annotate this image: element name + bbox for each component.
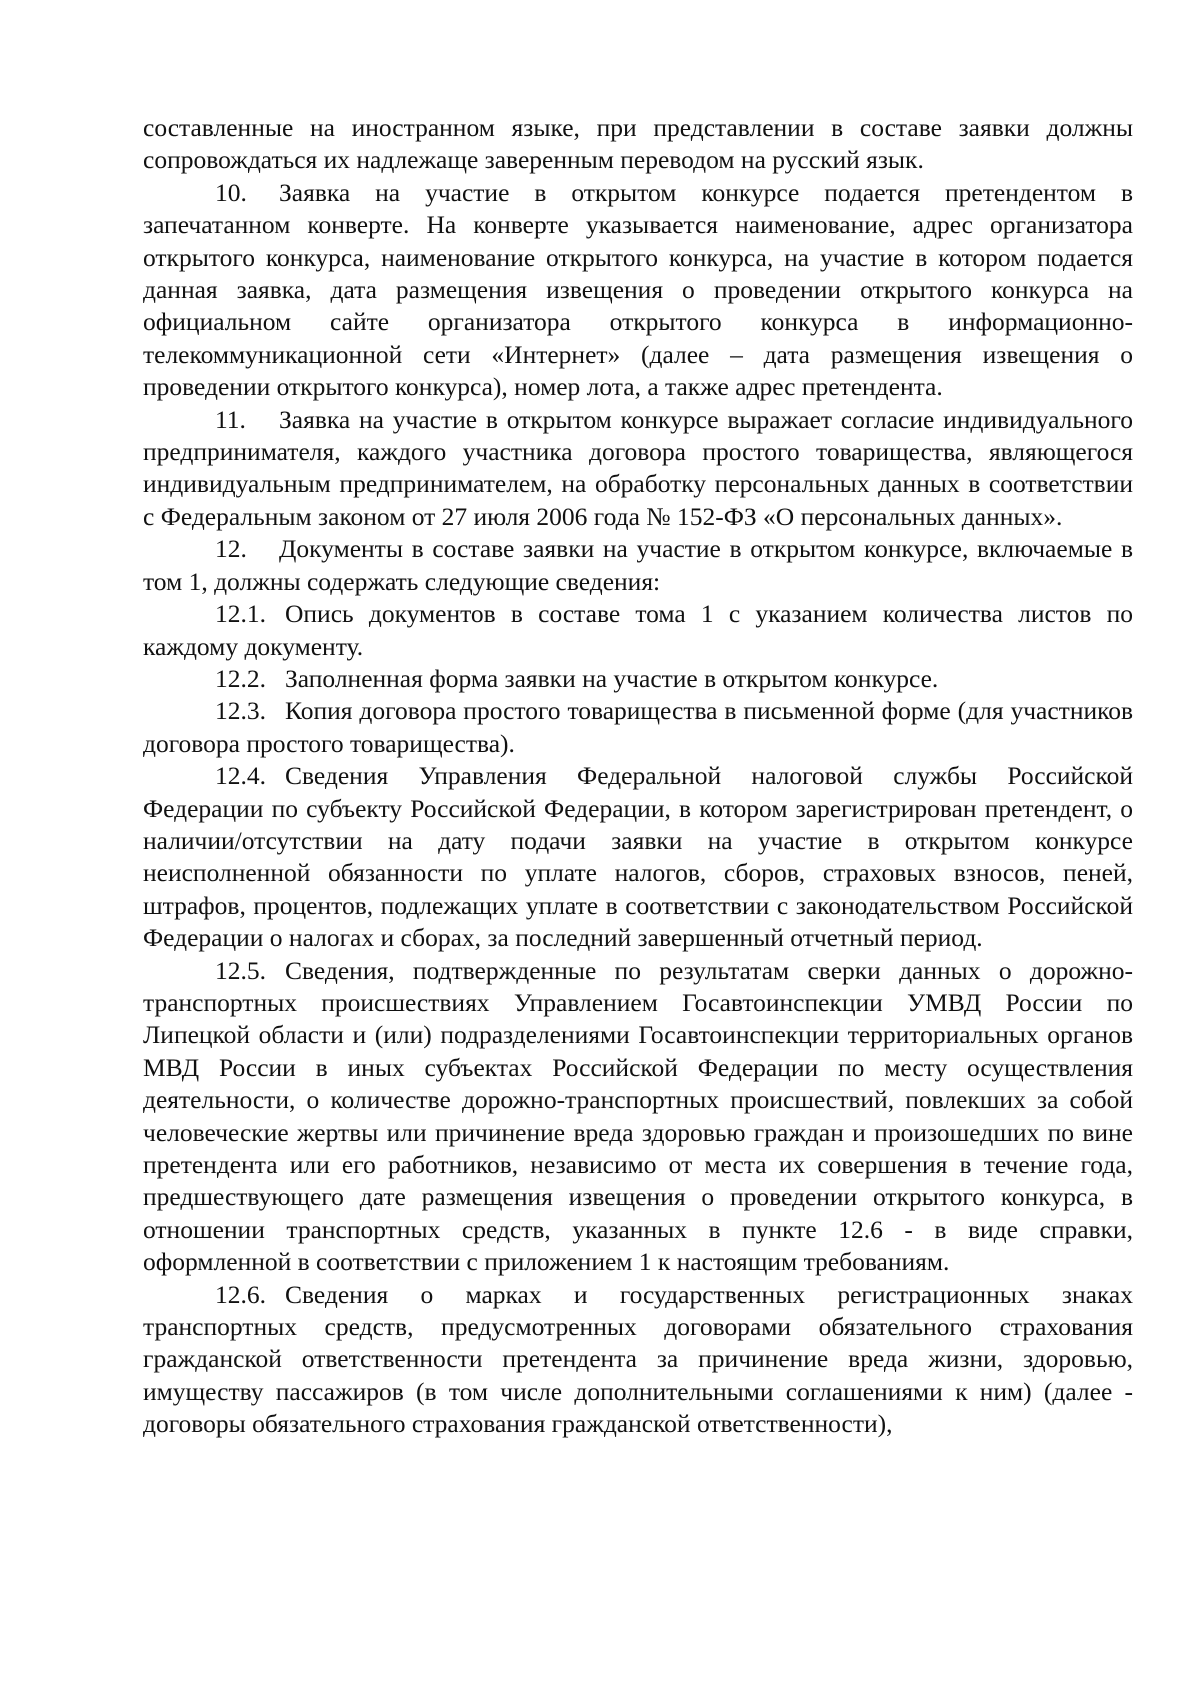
paragraph-number: 12.2. [215, 663, 266, 693]
paragraph-text: Сведения о марках и государственных регистрационных знаках транспортных средств, предусмотренных договорами обязательного страхования гражданской ответственности претендента за причинение вреда жизни, здоровью, имуществу пассажиров (в том числе дополнительными соглашениями к ним) (далее - договоры обязательного страхования гражданской ответственности), [143, 1279, 1133, 1439]
document-body [143, 112, 1133, 1441]
paragraph-12-1 [143, 598, 1133, 663]
paragraph-12 [143, 533, 1133, 598]
paragraph-number: 10. [215, 177, 247, 207]
paragraph-number: 12.4. [215, 761, 266, 791]
paragraph-text: Заявка на участие в открытом конкурсе подается претендентом в запечатанном конверте. На конверте указывается наименование, адрес организатора открытого конкурса, наименование открытого конкурса, на участие в котором подается данная заявка, дата размещения извещения о проведении открытого конкурса на официальном сайте организатора открытого конкурса в информационно-телекоммуникационной сети «Интернет» (далее – дата размещения извещения о проведении открытого конкурса), номер лота, а также адрес претендента. [143, 177, 1133, 402]
paragraph-text: Заполненная форма заявки на участие в открытом конкурсе. [285, 663, 939, 693]
paragraph-text: Опись документов в составе тома 1 с указанием количества листов по каждому документу. [143, 599, 1133, 661]
paragraph-12-2 [143, 663, 1133, 695]
paragraph-text: Заявка на участие в открытом конкурсе выражает согласие индивидуального предпринимателя, каждого участника договора простого товарищества, являющегося индивидуальным предпринимателем, на обработку персональных данных в соответствии с Федеральным законом от 27 июля 2006 года № 152-ФЗ «О персональных данных». [143, 404, 1133, 531]
paragraph-11 [143, 404, 1133, 534]
paragraph-number: 12.5. [215, 955, 266, 985]
paragraph-number: 12.3. [215, 696, 266, 726]
paragraph-number: 11. [215, 404, 246, 434]
paragraph-number: 12.6. [215, 1279, 266, 1309]
paragraph-text: Копия договора простого товарищества в письменной форме (для участников договора простого товарищества). [143, 696, 1133, 758]
paragraph-text: Сведения Управления Федеральной налоговой службы Российской Федерации по субъекту Российской Федерации, в котором зарегистрирован претендент, о наличии/отсутствии на дату подачи заявки на участие в открытом конкурсе неисполненной обязанности по уплате налогов, сборов, страховых взносов, пеней, штрафов, процентов, подлежащих уплате в соответствии с законодательством Российской Федерации о налогах и сборах, за последний завершенный отчетный период. [143, 761, 1133, 953]
paragraph-12-4 [143, 760, 1133, 954]
paragraph-10 [143, 177, 1133, 404]
paragraph-number: 12.1. [215, 599, 266, 629]
paragraph-number: 12. [215, 534, 247, 564]
paragraph-12-5 [143, 955, 1133, 1279]
paragraph-text: Документы в составе заявки на участие в открытом конкурсе, включаемые в том 1, должны содержать следующие сведения: [143, 534, 1133, 596]
continuation-paragraph: составленные на иностранном языке, при представлении в составе заявки должны сопровождаться их надлежаще заверенным переводом на русский язык. [143, 113, 1133, 175]
paragraph-text: Сведения, подтвержденные по результатам сверки данных о дорожно-транспортных происшествиях Управлением Госавтоинспекции УМВД России по Липецкой области и (или) подразделениями Госавтоинспекции территориальных органов МВД России в иных субъектах Российской Федерации по месту осуществления деятельности, о количестве дорожно-транспортных происшествий, повлекших за собой человеческие жертвы или причинение вреда здоровью граждан и произошедших по вине претендента или его работников, независимо от места их совершения в течение года, предшествующего дате размещения извещения о проведении открытого конкурса, в отношении транспортных средств, указанных в пункте 12.6 - в виде справки, оформленной в соответствии с приложением 1 к настоящим требованиям. [143, 955, 1133, 1277]
paragraph-12-6 [143, 1279, 1133, 1441]
paragraph-12-3 [143, 695, 1133, 760]
